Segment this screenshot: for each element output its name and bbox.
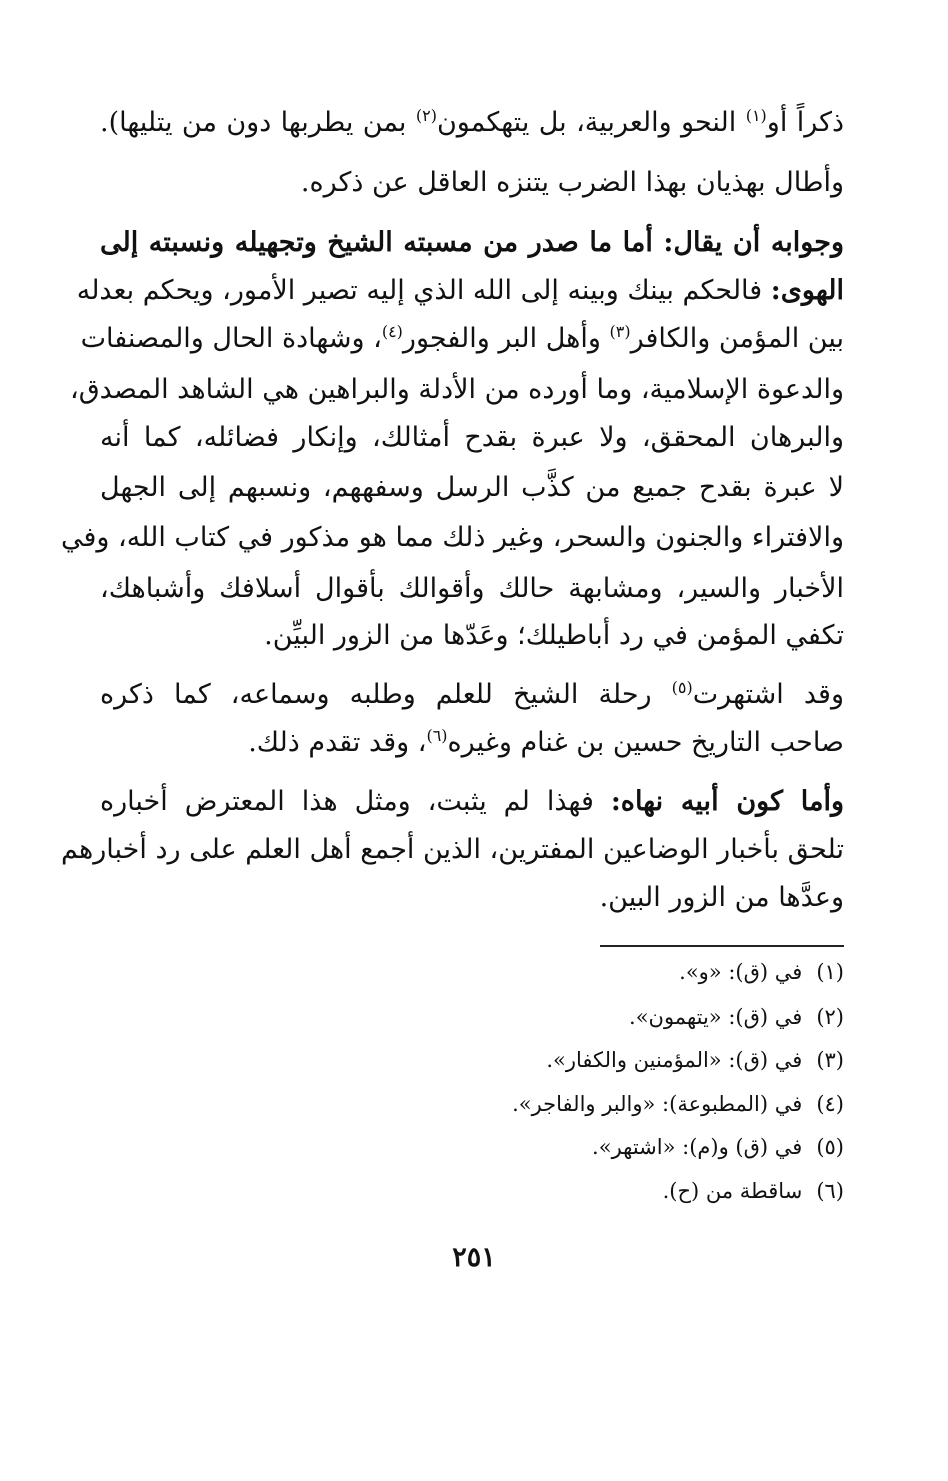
footnote-number: (٤) <box>816 1092 844 1116</box>
text-run: ، وشهادة الحال والمصنفات <box>80 323 382 354</box>
text-line <box>100 420 844 456</box>
bold-text: الهوى: <box>770 275 844 306</box>
page-number: ٢٥١ <box>452 1242 496 1273</box>
bold-text: وجوابه أن يقال: أما ما صدر من مسبته الشيخ وتجهيله ونسبته إلى <box>100 227 844 258</box>
text-run: فالحكم بينك وبينه إلى الله الذي إليه تصير الأمور، ويحكم بعدله <box>76 275 771 306</box>
footnote-separator <box>600 945 844 947</box>
footnote-text: ساقطة من (ح). <box>662 1179 803 1203</box>
text-line <box>100 784 844 820</box>
footnote-marker: (٤) <box>381 322 403 341</box>
footnote-number: (١) <box>816 960 844 984</box>
text-line <box>100 677 844 713</box>
footnote-number: (٣) <box>816 1048 844 1072</box>
text-run: ، وقد تقدم ذلك. <box>248 727 427 758</box>
footnote <box>592 1132 844 1162</box>
footnote-marker: (١) <box>745 106 767 125</box>
footnote-text: في (ق): «و». <box>679 960 803 984</box>
text-line <box>100 470 844 506</box>
text-line <box>70 372 844 408</box>
text-run: والدعوة الإسلامية، وما أورده من الأدلة والبراهين هي الشاهد المصدق، <box>70 374 844 405</box>
text-run: صاحب التاريخ حسين بن غنام وغيره <box>447 727 844 758</box>
text-line <box>100 880 844 916</box>
footnote <box>679 957 844 987</box>
text-line <box>60 520 844 556</box>
text-run: وأطال بهذيان بهذا الضرب يتنزه العاقل عن ذكره. <box>300 167 844 198</box>
footnote-marker: (٦) <box>426 726 448 745</box>
text-line <box>100 571 844 607</box>
footnote-number: (٥) <box>816 1135 844 1159</box>
text-line <box>100 725 844 761</box>
text-run: تكفي المؤمن في رد أباطيلك؛ وعَدّها من الزور البيِّن. <box>264 620 844 651</box>
text-run: فهذا لم يثبت، ومثل هذا المعترض أخباره <box>100 786 611 817</box>
footnote <box>512 1089 844 1119</box>
footnote-text: في (ق): «المؤمنين والكفار». <box>546 1048 803 1072</box>
footnote-text: في (ق) و(م): «اشتهر». <box>592 1135 803 1159</box>
text-run: الأخبار والسير، ومشابهة حالك وأقوالك بأقوال أسلافك وأشباهك، <box>100 573 844 604</box>
text-run: بين المؤمن والكافر <box>630 323 844 354</box>
text-run: وقد اشتهرت <box>692 679 844 710</box>
footnote-text: في (المطبوعة): «والبر والفاجر». <box>512 1092 803 1116</box>
footnote-marker: (٢) <box>415 106 437 125</box>
footnote <box>546 1045 844 1075</box>
text-run: تلحق بأخبار الوضاعين المفترين، الذين أجمع أهل العلم على رد أخبارهم <box>61 834 844 865</box>
text-run: النحو والعربية، بل يتهكمون <box>436 107 746 138</box>
text-line <box>80 321 844 357</box>
text-line <box>76 273 844 309</box>
text-run: وعدَّها من الزور البين. <box>599 882 844 913</box>
footnote-marker: (٣) <box>609 322 631 341</box>
footnote-number: (٦) <box>816 1179 844 1203</box>
text-run: لا عبرة بقدح جميع من كذَّب الرسل وسفههم، ونسبهم إلى الجهل <box>100 472 844 503</box>
text-line <box>100 225 844 261</box>
text-run: ذكراً أو <box>766 107 844 138</box>
footnote <box>629 1002 844 1032</box>
text-run: والافتراء والجنون والسحر، وغير ذلك مما هو مذكور في كتاب الله، وفي <box>60 522 844 553</box>
text-line <box>100 165 844 201</box>
footnote-number: (٢) <box>816 1005 844 1029</box>
text-line <box>61 832 844 868</box>
text-line <box>100 618 844 654</box>
text-line <box>100 105 844 141</box>
text-run: والبرهان المحقق، ولا عبرة بقدح أمثالك، وإنكار فضائله، كما أنه <box>100 422 844 453</box>
footnote-text: في (ق): «يتهمون». <box>629 1005 803 1029</box>
text-run: بمن يطربها دون من يتليها). <box>100 107 416 138</box>
text-run: رحلة الشيخ للعلم وطلبه وسماعه، كما ذكره <box>100 679 672 710</box>
text-run: وأهل البر والفجور <box>402 323 610 354</box>
footnote <box>663 1176 844 1206</box>
bold-text: وأما كون أبيه نهاه: <box>610 786 844 817</box>
footnote-marker: (٥) <box>671 678 693 697</box>
